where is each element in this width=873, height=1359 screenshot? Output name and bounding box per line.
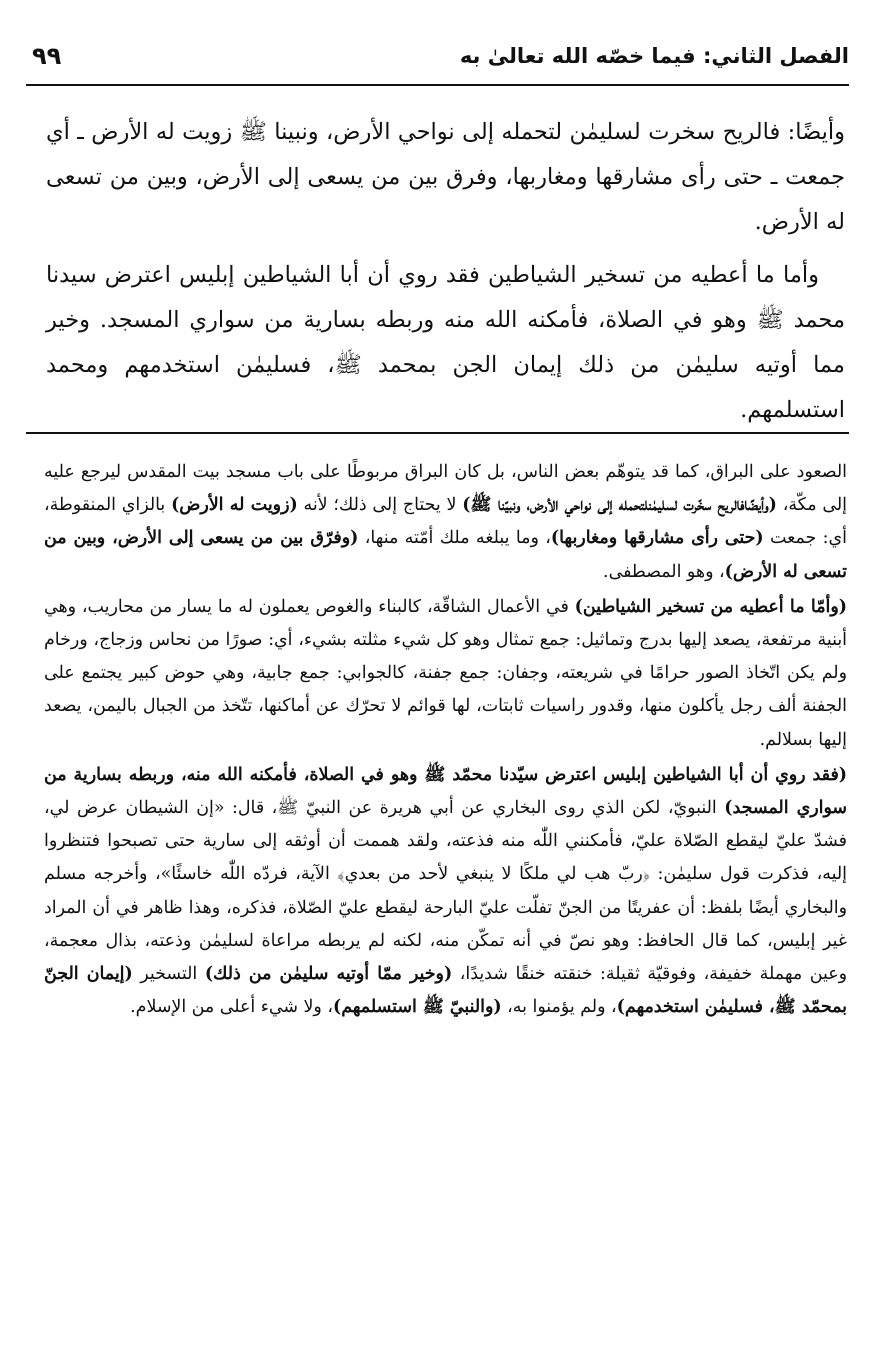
main-text <box>46 110 845 433</box>
commentary-text: الصعود على البراق، كما قد يتوهّم بعض الناس، بل كان البراق مربوطًا على باب مسجد بيت المقدس ليرجع عليه إلى مكّة، <box>44 462 847 516</box>
quoted-main-text: (والنبيّ ﷺ استسلمهم) <box>332 997 502 1018</box>
section-divider <box>26 432 849 434</box>
quoted-main-text: (وأيضًافالريح سخّرت لسليمٰنلتحمله إلى نواحي الأرض، ونبيّنا ﷺ) <box>462 495 777 516</box>
quoted-main-text: (زويت له الأرض) <box>171 495 298 516</box>
commentary-text: ، وما يبلغه ملك أمّته منها، <box>358 528 551 549</box>
running-title: الفصل الثاني: فيما خصّه الله تعالىٰ به <box>459 44 849 68</box>
commentary-text: التسخير <box>132 964 205 985</box>
page-header <box>26 40 849 86</box>
commentary-text: ، وهو المصطفى. <box>603 561 725 582</box>
main-text-paragraph: وأما ما أعطيه من تسخير الشياطين فقد روي أن أبا الشياطين إبليس اعترض سيدنا محمد ﷺ وهو في الصلاة، فأمكنه الله منه وربطه بسارية من سواري المسجد. وخير مما أوتيه سليمٰن من ذلك إيمان الجن بمحمد ﷺ، فسليمٰن استخدمهم ومحمد استسلمهم. <box>46 262 845 423</box>
commentary-text: النبويّ، لكن الذي روى البخاري عن أبي هريرة عن النبيّ ﷺ، قال: «إن الشيطان عرض لي، فشدّ عليّ ليقطع الصّلاة عليّ، فأمكنني اللّٰه منه فذعته، ولقد هممت أن أوثقه إلى سارية حتى تصبحوا فتنظروا إليه، فذكرت قول سليمٰن: ﴿ربّ هب لي ملكًا لا ينبغي لأحد من بعدي﴾ الآية، فردّه اللّٰه خاسئًا»، وأخرجه مسلم والبخاري أيضًا بلفظ: أن عفريتًا من الجنّ تفلّت عليّ البارحة ليقطع عليّ الصّلاة، فذكره، وهذا ظاهر في أن المراد غير إبليس، كما قال الحافظ: وهو نصّ في أنه تمكّن منه، لكنه لم يربطه مراعاة لسليمٰن وذعته، بذال معجمة، وعين مهملة خفيفة، وفوقيّة ثقيلة: خنقته خنقًا شديدًا، <box>44 798 847 985</box>
commentary-text: ، ولم يؤمنوا به، <box>501 997 617 1018</box>
commentary-text: ، ولا شيء أعلى من الإسلام. <box>130 997 333 1018</box>
quoted-main-text: (وأمّا ما أعطيه من تسخير الشياطين) <box>574 596 847 617</box>
commentary-paragraph <box>44 759 847 1025</box>
commentary-paragraph <box>44 591 847 757</box>
page-number: ٩٩ <box>32 42 62 70</box>
commentary-text: لا يحتاج إلى ذلك؛ لأنه <box>297 495 463 516</box>
main-text-paragraph: وأيضًا: فالريح سخرت لسليمٰن لتحمله إلى نواحي الأرض، ونبينا ﷺ زويت له الأرض ـ أي جمعت ـ حتى رأى مشارقها ومغاربها، وفرق بين من يسعى إلى الأرض، وبين من تسعى له الأرض. <box>46 119 845 235</box>
commentary <box>44 456 847 1024</box>
commentary-paragraph <box>44 456 847 589</box>
quoted-main-text: (حتى رأى مشارقها ومغاربها) <box>550 528 764 549</box>
commentary-text: بالزاي المنقوطة، أي: جمعت <box>44 495 847 549</box>
commentary-text: في الأعمال الشاقّة، كالبناء والغوص يعملون له ما يسار من محاريب، وهي أبنية مرتفعة، يصعد إليها بدرج وتماثيل: جمع تمثال وهو كل شيء مثلته بشيء، أي: صورًا من نحاس وزجاج، ورخام ولم يكن اتّخاذ الصور حرامًا في شريعته، وجفان: جمع جفنة، كالجوابي: جمع جابية، وهي حوض كبير يجتمع على الجفنة ألف رجل يأكلون منها، وقدور راسيات ثابتات، لها قوائم لا تحرّك عن أماكنها، تتّخذ من الجبال باليمن، يصعد إليها بسلالم. <box>44 596 847 750</box>
quoted-main-text: (فقد روي أن أبا الشياطين إبليس اعترض سيّدنا محمّد ﷺ وهو في الصلاة، فأمكنه الله منه، وربطه بسارية من سواري المسجد) <box>44 764 847 819</box>
quoted-main-text: (وخير ممّا أوتيه سليمٰن من ذلك) <box>204 964 453 985</box>
quoted-main-text: (إيمان الجنّ بمحمّد ﷺ، فسليمٰن استخدمهم) <box>44 964 847 1018</box>
quoted-main-text: (وفرّق بين من يسعى إلى الأرض، وبين من تسعى له الأرض) <box>44 528 847 582</box>
